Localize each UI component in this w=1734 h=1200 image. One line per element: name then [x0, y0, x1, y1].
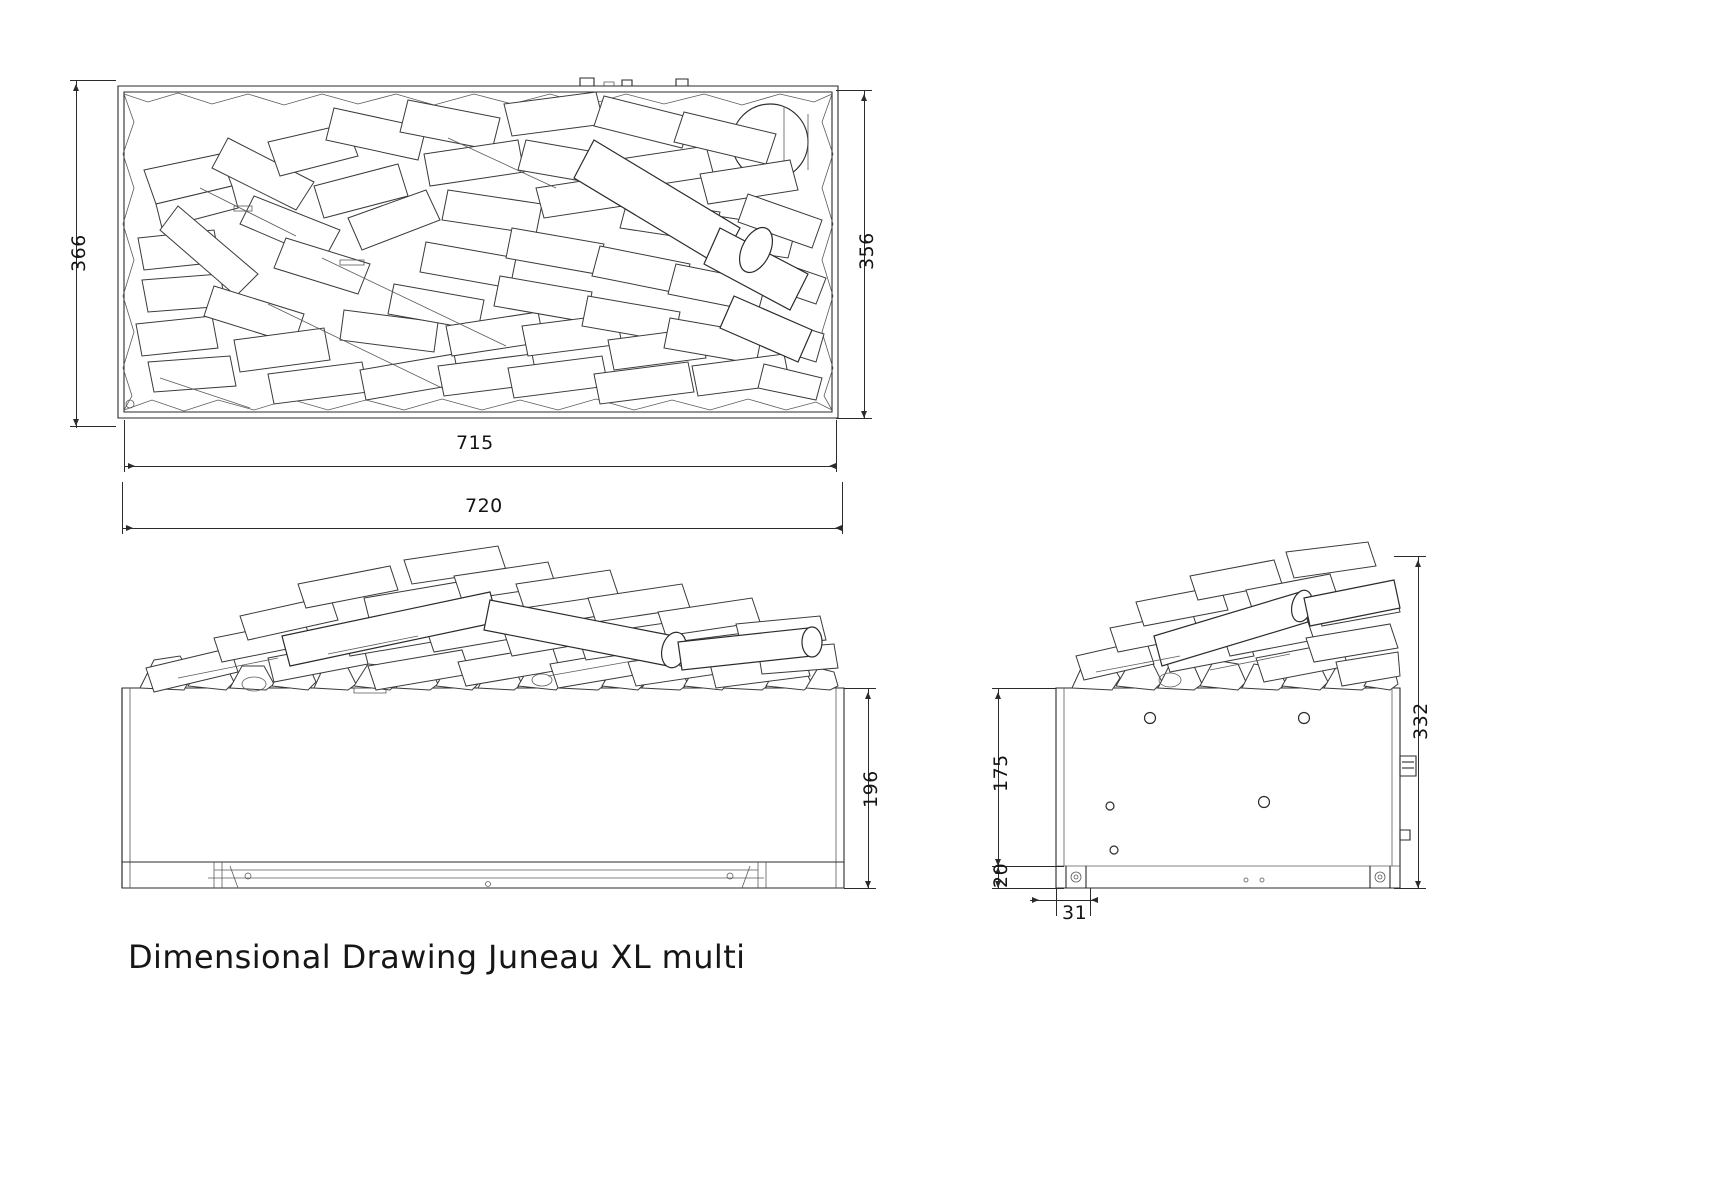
dim-196-label: 196 [860, 770, 882, 808]
page-title: Dimensional Drawing Juneau XL multi [128, 938, 746, 976]
dim-715-label: 715 [456, 432, 494, 454]
front-view-graphic [118, 540, 848, 890]
dim-31-label: 31 [1062, 902, 1088, 924]
dim-20-label: 20 [990, 862, 1012, 888]
dim-332-label: 332 [1410, 702, 1432, 740]
side-view [990, 540, 1432, 924]
front-view [118, 540, 882, 890]
dim-356-label: 356 [856, 232, 878, 270]
dim-175-label: 175 [990, 754, 1012, 792]
dim-366-label: 366 [68, 234, 90, 272]
dim-720-label: 720 [465, 495, 503, 517]
top-view-graphic [108, 78, 868, 428]
top-view [68, 78, 878, 454]
side-view-graphic [1050, 540, 1430, 890]
